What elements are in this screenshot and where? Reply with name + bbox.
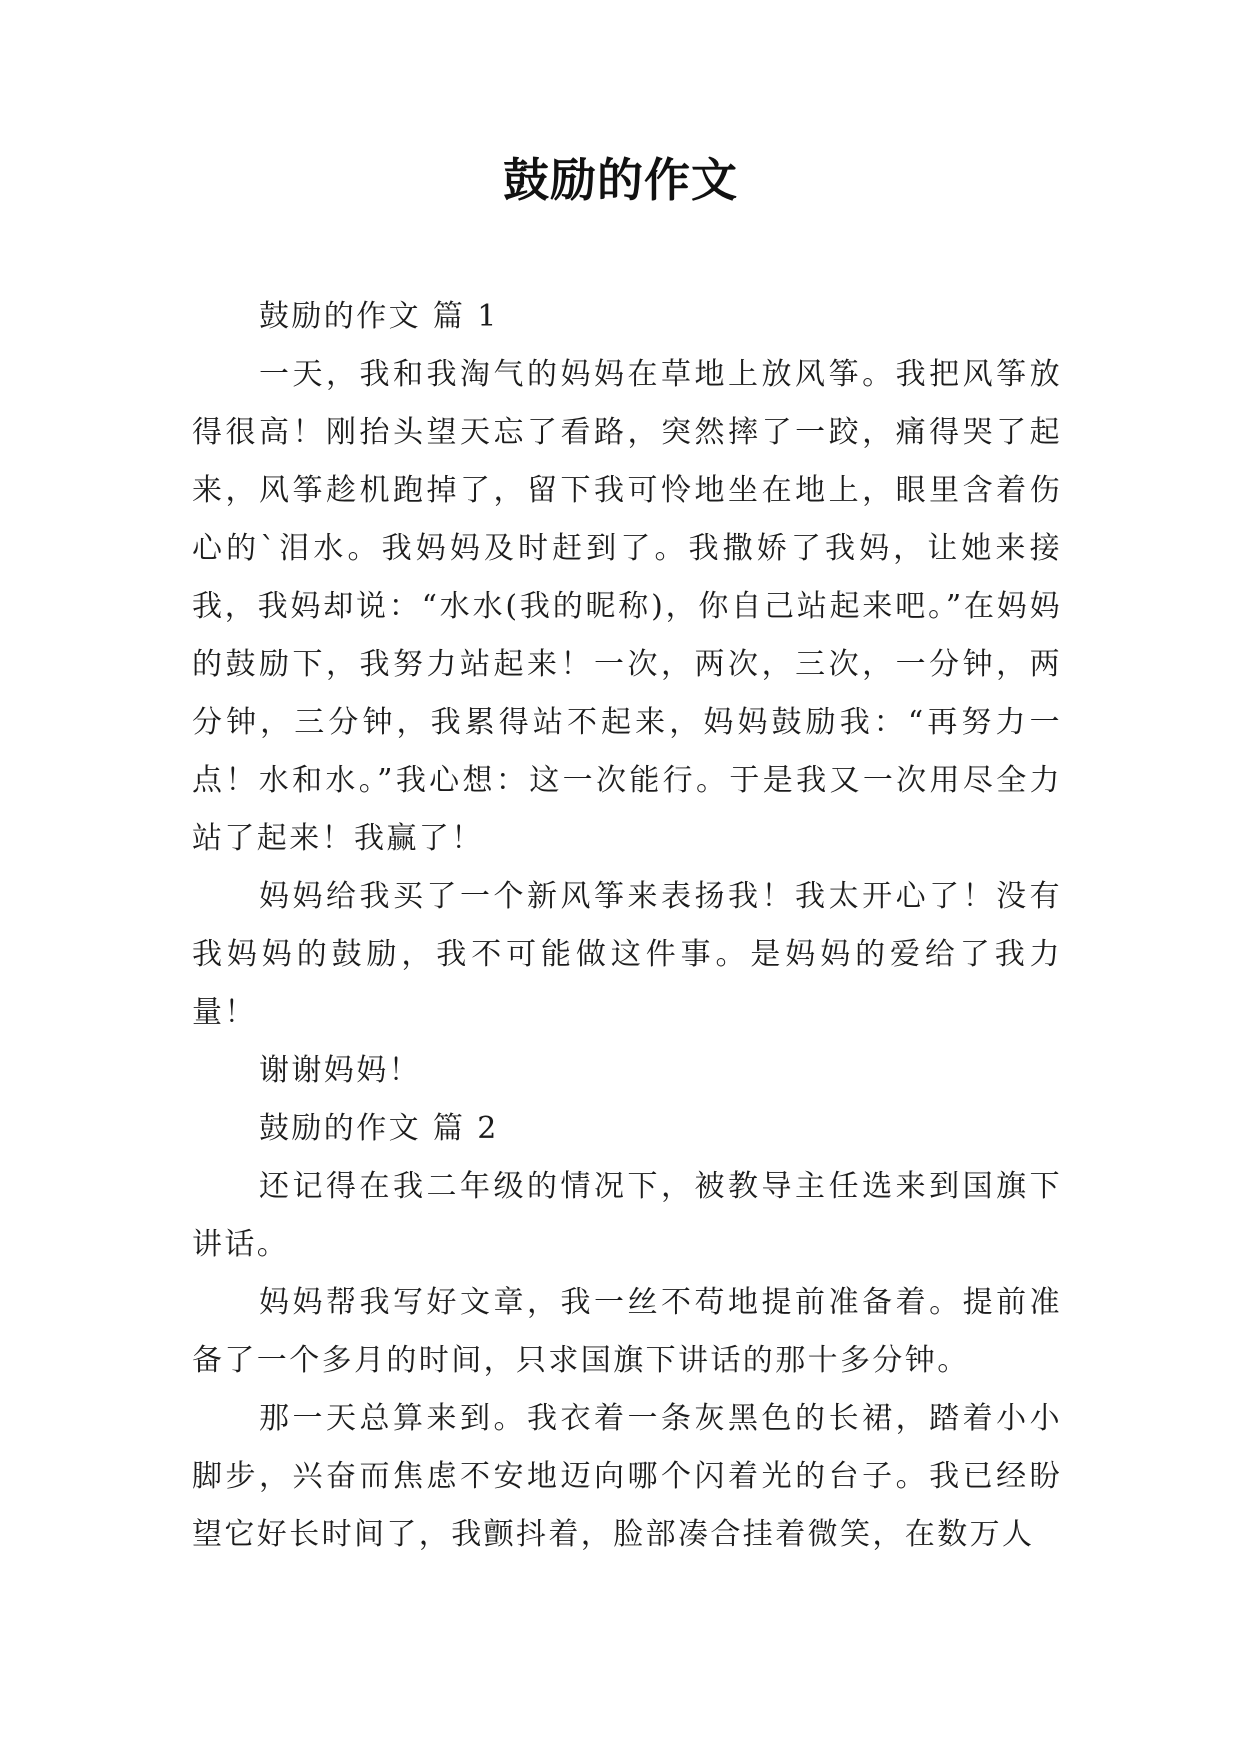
body-paragraph: 一天，我和我淘气的妈妈在草地上放风筝。我把风筝放得很高！刚抬头望天忘了看路，突然摔了一跤，痛得哭了起来，风筝趁机跑掉了，留下我可怜地坐在地上，眼里含着伤心的`泪水。我妈妈及时赶到了。我撒娇了我妈，让她来接我，我妈却说：“水水(我的昵称)，你自己站起来吧。”在妈妈的鼓励下，我努力站起来！一次，两次，三次，一分钟，两分钟，三分钟，我累得站不起来，妈妈鼓励我：“再努力一点！水和水。”我心想：这一次能行。于是我又一次用尽全力站了起来！我赢了！ — [192, 357, 1062, 856]
body-paragraph: 妈妈帮我写好文章，我一丝不苟地提前准备着。提前准备了一个多月的时间，只求国旗下讲话的那十多分钟。 — [192, 1285, 1062, 1378]
document-title: 鼓励的作文 — [503, 153, 738, 207]
body-paragraph: 那一天总算来到。我衣着一条灰黑色的长裙，踏着小小脚步，兴奋而焦虑不安地迈向哪个闪着光的台子。我已经盼望它好长时间了，我颤抖着，脸部凑合挂着微笑，在数万人 — [192, 1401, 1062, 1552]
body-paragraph: 谢谢妈妈！ — [259, 1053, 421, 1088]
section-heading-2: 鼓励的作文 篇 2 — [259, 1111, 499, 1146]
section-heading-1: 鼓励的作文 篇 1 — [259, 299, 499, 334]
body-paragraph: 还记得在我二年级的情况下，被教导主任选来到国旗下讲话。 — [192, 1169, 1062, 1262]
body-paragraph: 妈妈给我买了一个新风筝来表扬我！我太开心了！没有我妈妈的鼓励，我不可能做这件事。是妈妈的爱给了我力量！ — [192, 879, 1062, 1030]
document-body — [192, 288, 1062, 1564]
